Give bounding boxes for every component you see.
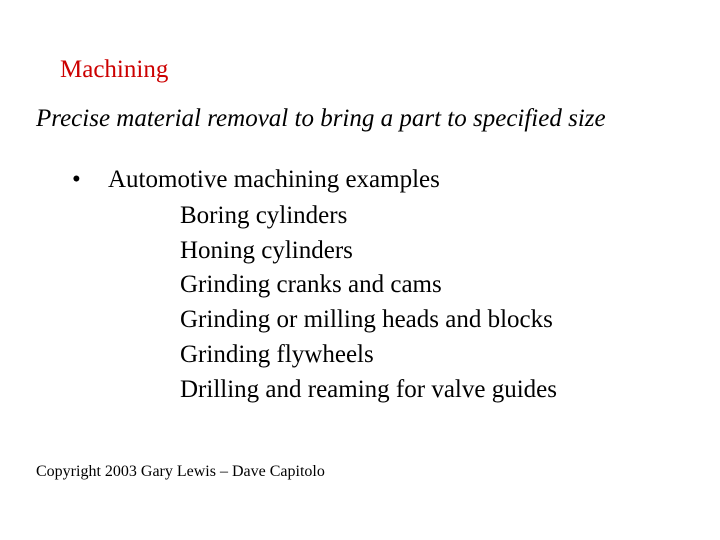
slide-title: Machining <box>60 56 169 83</box>
bullet-text: Automotive machining examples <box>108 166 440 193</box>
sub-list <box>180 199 557 407</box>
sub-item-valve-guides: Drilling and reaming for valve guides <box>180 375 557 403</box>
slide-subtitle: Precise material removal to bring a part to specified size <box>36 105 606 132</box>
copyright-footer: Copyright 2003 Gary Lewis – Dave Capitolo <box>36 463 325 480</box>
sub-item-boring: Boring cylinders <box>180 202 348 229</box>
sub-item-honing: Honing cylinders <box>180 236 353 264</box>
bullet-item <box>72 165 440 195</box>
sub-item-flywheels: Grinding flywheels <box>180 340 374 368</box>
sub-item-grinding-cranks: Grinding cranks and cams <box>180 271 442 299</box>
bullet-marker: • <box>72 166 81 193</box>
sub-item-heads-blocks: Grinding or milling heads and blocks <box>180 306 553 334</box>
